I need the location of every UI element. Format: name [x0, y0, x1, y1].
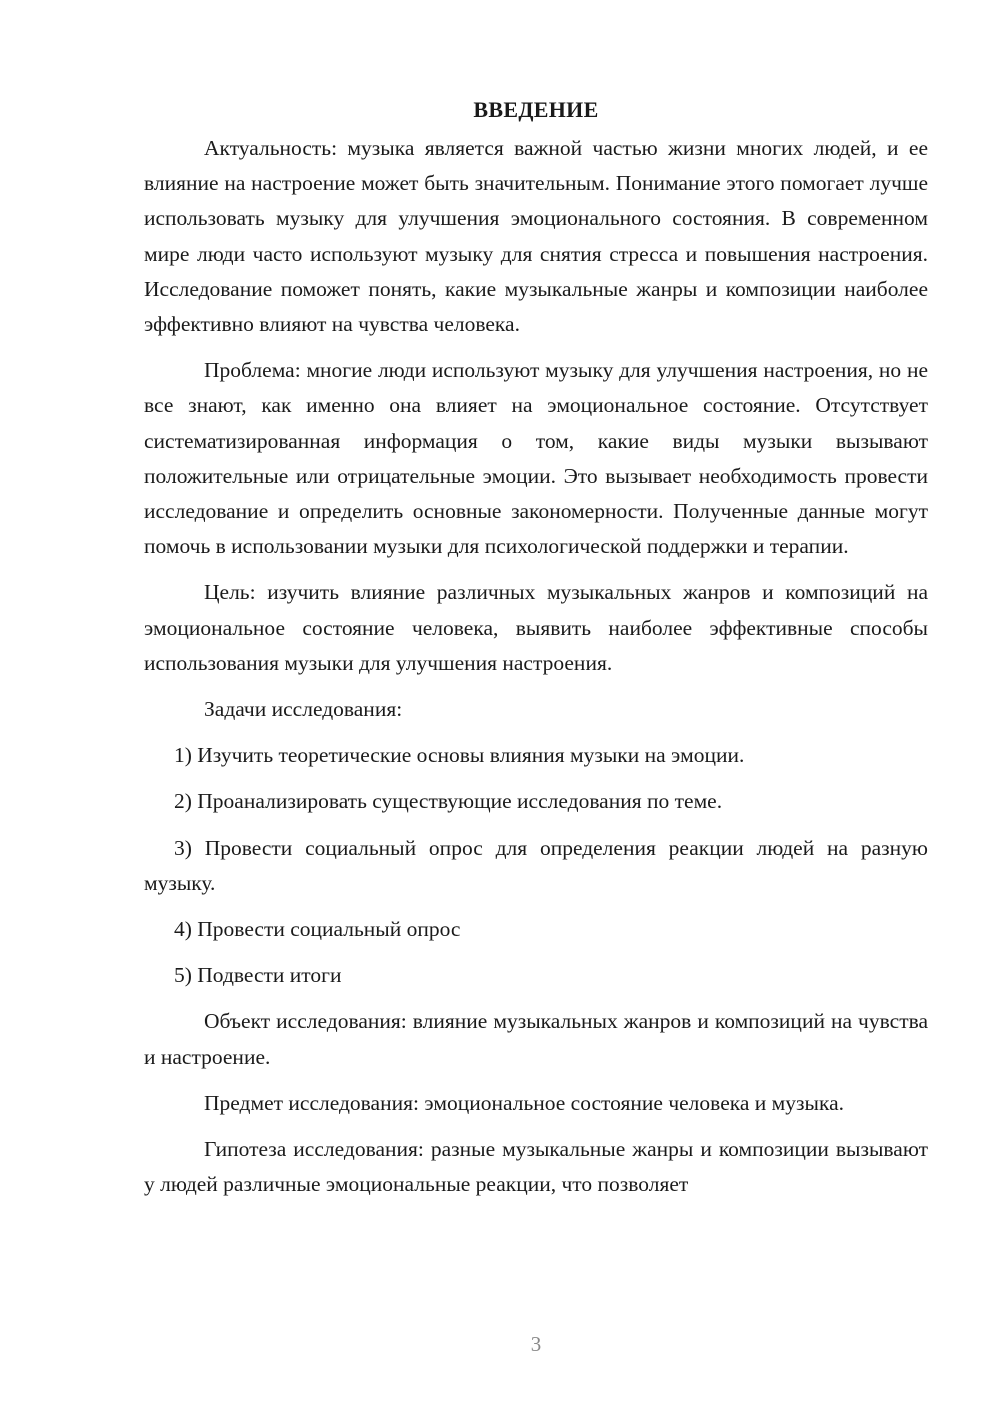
hypothesis-paragraph: Гипотеза исследования: разные музыкальные жанры и композиции вызывают у людей различные эмоциональные реакции, что позволяет	[144, 1137, 928, 1197]
task-item-1: 1) Изучить теоретические основы влияния музыки на эмоции.	[174, 743, 745, 768]
section-title: ВВЕДЕНИЕ	[473, 97, 599, 122]
task-item-2: 2) Проанализировать существующие исследования по теме.	[174, 789, 723, 814]
page-number: 3	[530, 1332, 542, 1356]
relevance-paragraph: Актуальность: музыка является важной частью жизни многих людей, и ее влияние на настроение может быть значительным. Понимание этого помогает лучше использовать музыку для улучшения эмоционального состояния. В современном мире люди часто используют музыку для снятия стресса и повышения настроения. Исследование поможет понять, какие музыкальные жанры и композиции наиболее эффективно влияют на чувства человека.	[144, 136, 928, 337]
tasks-heading: Задачи исследования:	[204, 697, 403, 722]
problem-paragraph: Проблема: многие люди используют музыку для улучшения настроения, но не все знают, как именно она влияет на эмоциональное состояние. Отсутствует систематизированная информация о том, какие виды музыки вызывают положительные или отрицательные эмоции. Это вызывает необходимость провести исследование и определить основные закономерности. Полученные данные могут помочь в использовании музыки для психологической поддержки и терапии.	[144, 358, 928, 559]
task-item-3: 3) Провести социальный опрос для определения реакции людей на разную музыку.	[144, 835, 928, 895]
document-page	[144, 92, 928, 1202]
object-paragraph: Объект исследования: влияние музыкальных жанров и композиций на чувства и настроение.	[144, 1009, 928, 1069]
task-item-5: 5) Подвести итоги	[174, 963, 342, 988]
subject-paragraph: Предмет исследования: эмоциональное состояние человека и музыка.	[204, 1090, 844, 1115]
task-item-4: 4) Провести социальный опрос	[174, 917, 461, 942]
goal-paragraph: Цель: изучить влияние различных музыкальных жанров и композиций на эмоциональное состояние человека, выявить наиболее эффективные способы использования музыки для улучшения настроения.	[144, 580, 928, 675]
